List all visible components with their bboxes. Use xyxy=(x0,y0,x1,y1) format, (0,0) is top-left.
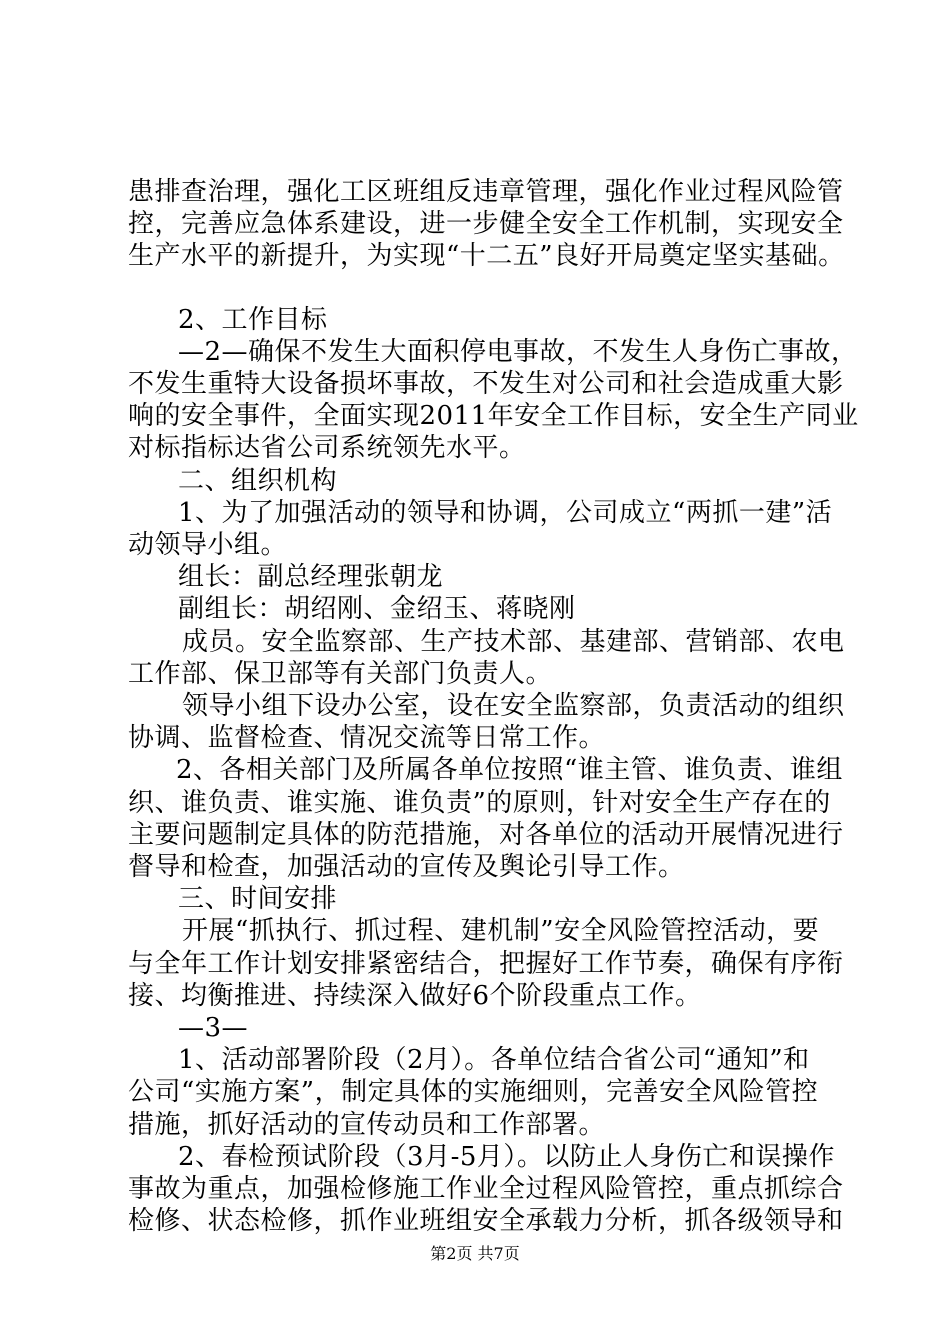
text-line: 领导小组下设办公室，设在安全监察部，负责活动的组织 xyxy=(182,691,845,721)
text-line: 成员。安全监察部、生产技术部、基建部、营销部、农电 xyxy=(182,627,845,657)
text-line: 公司“实施方案”，制定具体的实施细则，完善安全风险管控 xyxy=(128,1077,819,1107)
text-line: 组长：副总经理张朝龙 xyxy=(178,562,444,592)
section-heading: 2、工作目标 xyxy=(178,305,328,335)
text-line: 1、活动部署阶段（2月）。各单位结合省公司“通知”和 xyxy=(178,1045,810,1075)
text-line: 事故为重点，加强检修施工作业全过程风险管控，重点抓综合 xyxy=(128,1174,844,1204)
text-line: 生产水平的新提升，为实现“十二五”良好开局奠定坚实基础。 xyxy=(128,241,845,271)
text-line: 对标指标达省公司系统领先水平。 xyxy=(128,433,526,463)
text-line: —2—确保不发生大面积停电事故，不发生人身伤亡事故， xyxy=(178,337,858,367)
text-line: 工作部、保卫部等有关部门负责人。 xyxy=(128,659,553,689)
text-line: 织、谁负责、谁实施、谁负责”的原则，针对安全生产存在的 xyxy=(128,788,831,818)
text-line: 措施，抓好活动的宣传动员和工作部署。 xyxy=(128,1110,606,1140)
text-line: 响的安全事件，全面实现2011年安全工作目标，安全生产同业 xyxy=(128,401,859,431)
text-line: 与全年工作计划安排紧密结合，把握好工作节奏，确保有序衔 xyxy=(128,949,844,979)
text-line: 控，完善应急体系建设，进一步健全安全工作机制，实现安全 xyxy=(128,209,844,239)
text-line: 2、春检预试阶段（3月-5月）。以防止人身伤亡和误操作 xyxy=(178,1142,835,1172)
section-heading: 二、组织机构 xyxy=(178,466,338,496)
text-line: 督导和检查，加强活动的宣传及舆论引导工作。 xyxy=(128,852,685,882)
section-heading: 三、时间安排 xyxy=(178,884,338,914)
text-line: 协调、监督检查、情况交流等日常工作。 xyxy=(128,723,606,753)
text-line: 1、为了加强活动的领导和协调，公司成立“两抓一建”活 xyxy=(178,498,833,528)
text-line: 患排查治理，强化工区班组反违章管理，强化作业过程风险管 xyxy=(128,177,844,207)
text-line: 主要问题制定具体的防范措施，对各单位的活动开展情况进行 xyxy=(128,820,844,850)
text-line: 接、均衡推进、持续深入做好6个阶段重点工作。 xyxy=(128,981,702,1011)
text-line: 开展“抓执行、抓过程、建机制”安全风险管控活动，要 xyxy=(182,916,820,946)
text-line: 不发生重特大设备损坏事故，不发生对公司和社会造成重大影 xyxy=(128,369,844,399)
page-number-footer: 第2页 共7页 xyxy=(430,1244,520,1263)
text-line: 检修、状态检修，抓作业班组安全承载力分析，抓各级领导和 xyxy=(128,1206,844,1236)
text-line: 动领导小组。 xyxy=(128,530,288,560)
text-line: 副组长：胡绍刚、金绍玉、蒋晓刚 xyxy=(178,594,576,624)
page-marker: —3— xyxy=(178,1013,249,1043)
text-line: 2、各相关部门及所属各单位按照“谁主管、谁负责、谁组 xyxy=(176,755,843,785)
